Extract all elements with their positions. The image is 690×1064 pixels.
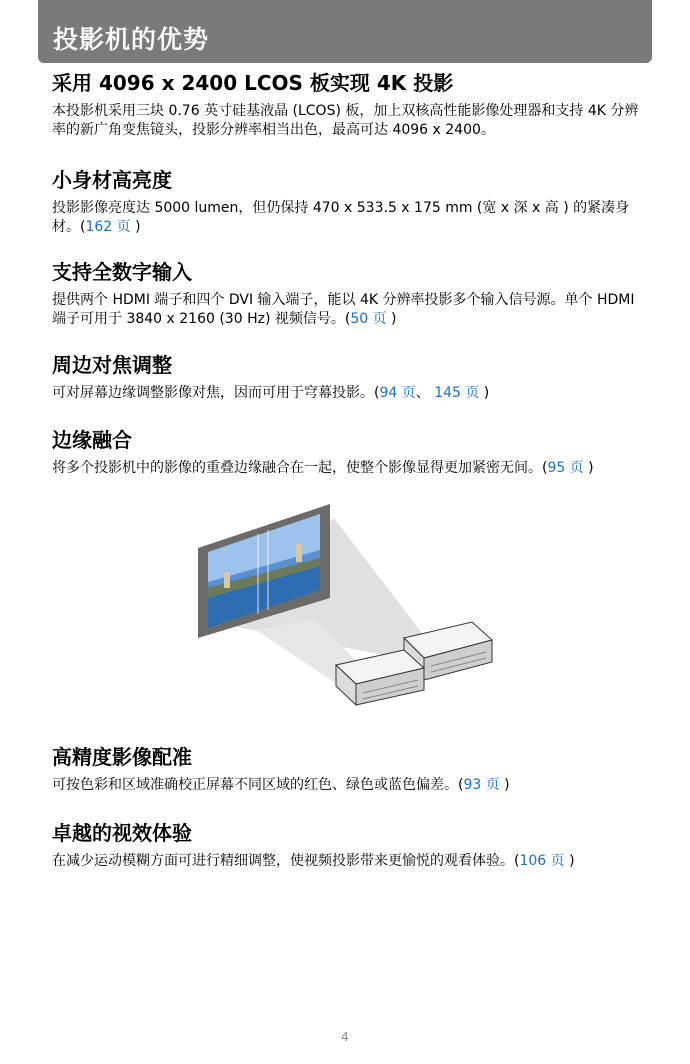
page-link[interactable]: 95 页 (547, 460, 584, 476)
page-link[interactable]: 106 页 (519, 853, 565, 869)
section-compact-bright (52, 167, 652, 237)
page-number: 4 (341, 1030, 349, 1044)
section-text: 投影影像亮度达 5000 lumen，但仍保持 470 x 533.5 x 175 mm (宽 x 深 x 高 ) 的紧凑身材。(162 页 ) (52, 200, 630, 235)
page-link[interactable]: 145 页 (434, 385, 480, 401)
page-title: 投影机的优势 (53, 25, 210, 54)
section-text: 可对屏幕边缘调整影像对焦，因而可用于穹幕投影。(94 页、 145 页 ) (52, 385, 490, 401)
section-peripheral-focus (52, 352, 652, 403)
section-4k-projection (52, 70, 652, 140)
section-text: 提供两个 HDMI 端子和四个 DVI 输入端子，能以 4K 分辨率投影多个输入信号源。单个 HDMI 端子可用于 3840 x 2160 (30 Hz) 视频信号。(50 页 ) (52, 292, 635, 327)
header-bar (38, 0, 652, 63)
section-title: 采用 4096 x 2400 LCOS 板实现 4K 投影 (52, 71, 454, 95)
page-link[interactable]: 50 页 (350, 311, 387, 327)
section-image-registration (52, 744, 652, 795)
section-title: 小身材高亮度 (52, 168, 172, 192)
section-text: 在减少运动模糊方面可进行精细调整，使视频投影带来更愉悦的观看体验。(106 页 ) (52, 853, 575, 869)
section-digital-input (52, 259, 652, 329)
section-text: 本投影机采用三块 0.76 英寸硅基液晶 (LCOS) 板，加上双核高性能影像处理器和支持 4K 分辨率的新广角变焦镜头，投影分辨率相当出色，最高可达 4096 x 2400。 (52, 103, 639, 138)
page-link[interactable]: 94 页 (379, 385, 416, 401)
section-text: 可按色彩和区域准确校正屏幕不同区域的红色、绿色或蓝色偏差。(93 页 ) (52, 777, 510, 793)
edge-blending-illustration (196, 500, 496, 710)
section-title: 卓越的视效体验 (52, 821, 192, 845)
page-link[interactable]: 162 页 (85, 219, 131, 235)
section-visual-experience (52, 820, 652, 871)
section-edge-blending (52, 427, 652, 478)
page-link[interactable]: 93 页 (463, 777, 500, 793)
section-title: 支持全数字输入 (52, 260, 192, 284)
section-title: 高精度影像配准 (52, 745, 192, 769)
section-title: 边缘融合 (52, 428, 132, 452)
section-text: 将多个投影机中的影像的重叠边缘融合在一起，使整个影像显得更加紧密无间。(95 页 ) (52, 460, 594, 476)
section-title: 周边对焦调整 (52, 353, 172, 377)
